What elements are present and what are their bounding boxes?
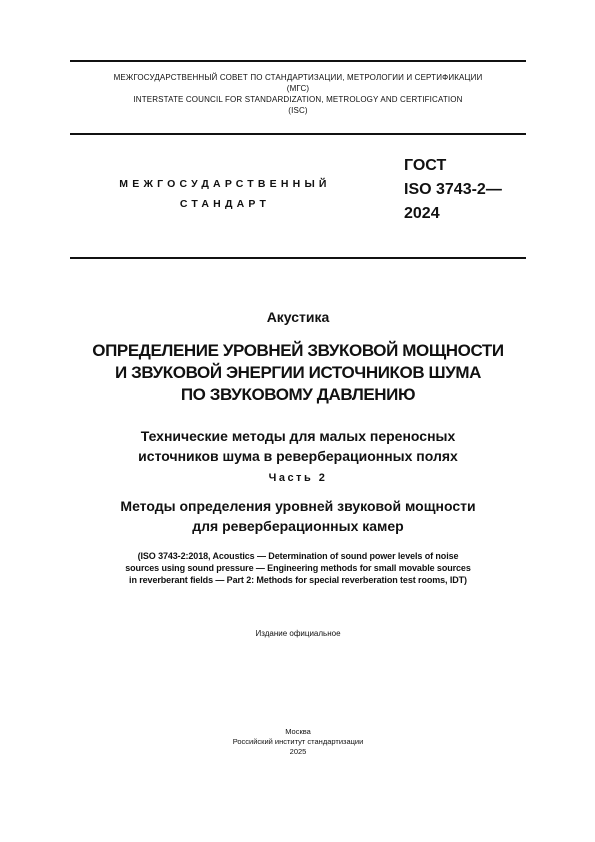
designation-iso: ISO 3743-2— [404,181,502,198]
council-block [70,72,526,116]
designation-year: 2024 [404,205,440,222]
subtitle-line: Технические методы для малых переносных [140,428,456,444]
iso-reference [40,550,556,586]
standard-type [100,174,350,214]
subtitle-line: источников шума в реверберационных полях [138,448,458,464]
standard-type-line1: МЕЖГОСУДАРСТВЕННЫЙ [119,178,331,190]
designation-rule [70,257,526,259]
imprint [40,727,556,757]
top-rule [70,60,526,62]
council-abbr-en: (ISC) [288,106,308,115]
council-name-en: INTERSTATE COUNCIL FOR STANDARDIZATION, METROLOGY AND CERTIFICATION [133,95,463,104]
part-title-line: Методы определения уровней звуковой мощности [120,498,476,514]
iso-reference-line: (ISO 3743-2:2018, Acoustics — Determination of sound power levels of noise [137,551,459,561]
standard-designation [404,154,502,226]
imprint-publisher: Российский институт стандартизации [232,737,364,746]
part-title-line: для реверберационных камер [192,518,404,534]
imprint-city: Москва [285,727,311,736]
main-title-line: ПО ЗВУКОВОМУ ДАВЛЕНИЮ [180,385,416,404]
designation-gost: ГОСТ [404,157,447,174]
part-title [40,496,556,536]
subtitle [40,426,556,466]
part-label: Часть 2 [268,472,328,484]
iso-reference-line: in reverberant fields — Part 2: Methods for special reverberation test rooms, IDT) [129,575,467,585]
edition-note: Издание официальное [255,629,341,638]
council-rule [70,133,526,135]
main-title [40,340,556,406]
iso-reference-line: sources using sound pressure — Engineering methods for small movable sources [125,563,471,573]
standard-type-line2: СТАНДАРТ [179,198,271,210]
imprint-year: 2025 [289,747,307,756]
council-name-ru: МЕЖГОСУДАРСТВЕННЫЙ СОВЕТ ПО СТАНДАРТИЗАЦИИ, МЕТРОЛОГИИ И СЕРТИФИКАЦИИ [113,73,483,82]
subject-heading: Акустика [266,309,330,325]
council-abbr-ru: (МГС) [286,84,310,93]
main-title-line: И ЗВУКОВОЙ ЭНЕРГИИ ИСТОЧНИКОВ ШУМА [114,363,482,382]
main-title-line: ОПРЕДЕЛЕНИЕ УРОВНЕЙ ЗВУКОВОЙ МОЩНОСТИ [92,341,504,360]
